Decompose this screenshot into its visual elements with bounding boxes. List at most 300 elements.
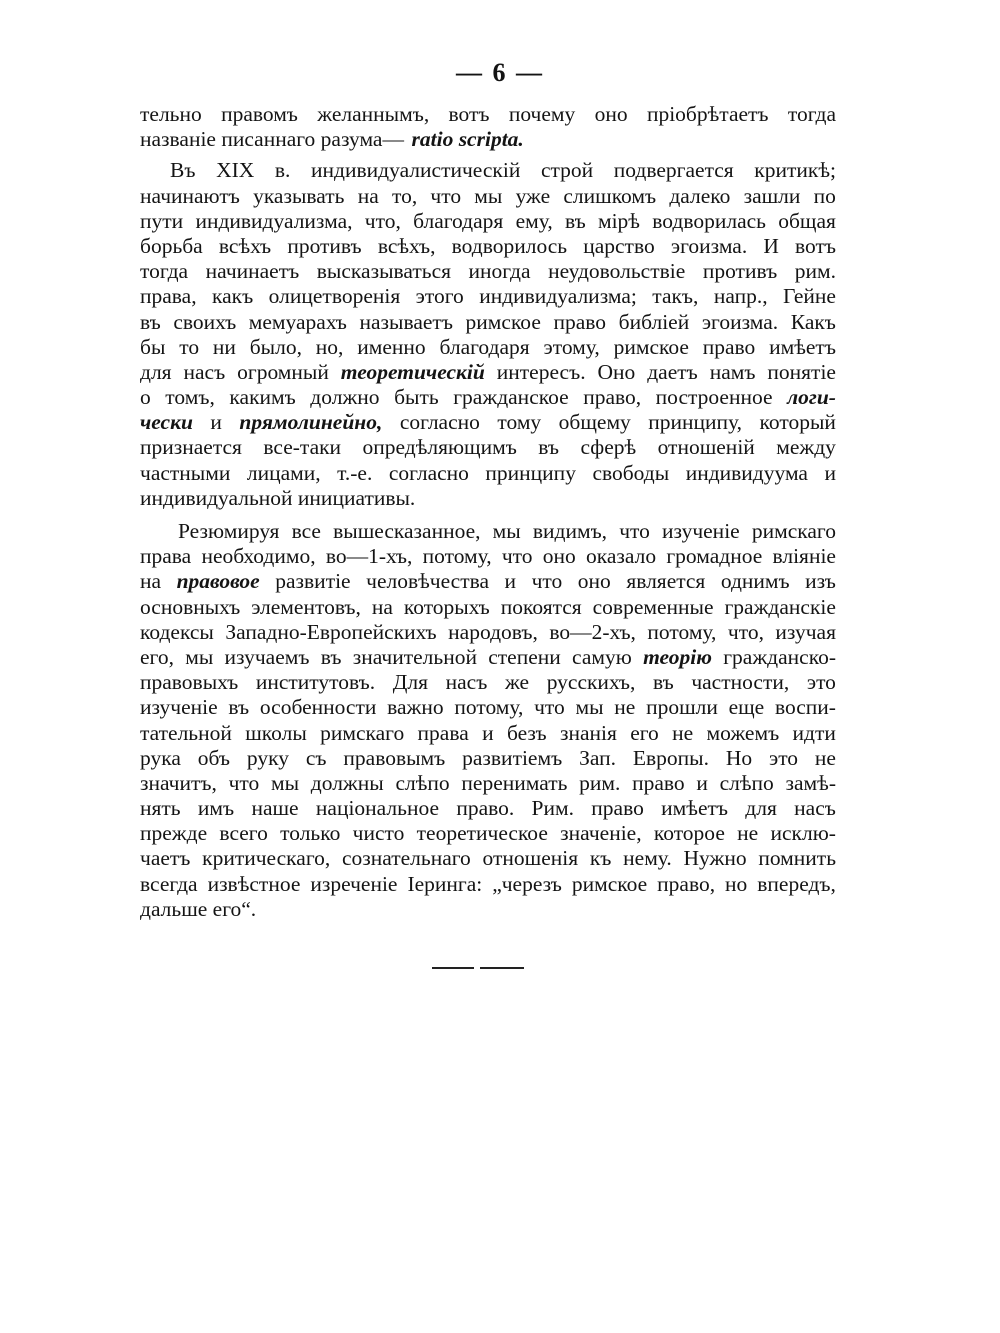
word: чисто <box>352 821 405 846</box>
word: начинаетъ <box>205 259 300 284</box>
word: по <box>813 183 836 208</box>
word: отношеній <box>657 435 755 460</box>
emphasized-word: правовое <box>176 569 260 594</box>
word: частности, <box>691 670 790 695</box>
word: вліяніе <box>772 544 836 569</box>
text-line <box>140 872 836 897</box>
word: къ <box>589 846 612 871</box>
word: лицами, <box>246 460 321 485</box>
word: отношенія <box>482 846 579 871</box>
word: и <box>482 720 494 745</box>
word: не <box>614 695 636 720</box>
word: институтовъ. <box>255 670 376 695</box>
word: въ <box>320 644 342 669</box>
word: правовымъ <box>343 745 446 770</box>
paragraph <box>140 158 836 511</box>
word: что, <box>364 208 401 233</box>
word: олицетворенія <box>268 284 401 309</box>
word: элементовъ, <box>251 594 361 619</box>
word: мы <box>271 770 300 795</box>
word: ни <box>212 334 236 359</box>
emphasized-word: логи- <box>787 385 836 410</box>
word: нять <box>140 796 181 821</box>
text-line <box>140 209 836 234</box>
word: однимъ <box>720 569 790 594</box>
text-line <box>140 595 836 620</box>
word: должны <box>310 770 384 795</box>
word: громадное <box>666 544 763 569</box>
word: Гейне <box>783 284 836 309</box>
text-line <box>140 127 836 152</box>
word: въ <box>228 695 250 720</box>
word: впередъ, <box>757 871 836 896</box>
text-line <box>140 385 836 410</box>
word: Для <box>392 670 429 695</box>
word: „черезъ <box>492 871 562 896</box>
text-line <box>140 461 836 486</box>
word: все <box>291 519 321 543</box>
word: согласно <box>388 460 469 485</box>
text-line <box>140 645 836 670</box>
word: общему <box>558 410 631 435</box>
word: какимъ <box>229 385 296 410</box>
text-line <box>140 846 836 871</box>
word: рука <box>140 745 181 770</box>
word: тогда <box>787 102 836 126</box>
emphasized-word: чески <box>140 410 193 435</box>
word: и <box>696 770 708 795</box>
word: бы <box>140 334 166 359</box>
word: слѣпо <box>395 770 450 795</box>
word: намъ <box>709 359 756 384</box>
word: право, <box>657 871 716 896</box>
word: является <box>626 569 706 594</box>
word: противъ <box>702 259 778 284</box>
word: этого <box>415 284 464 309</box>
word: Европы. <box>632 745 709 770</box>
text-line <box>140 670 836 695</box>
word: индивидуализма, <box>195 208 353 233</box>
word: это <box>806 670 836 695</box>
word: потому, <box>422 544 492 569</box>
word: вышесказанное, <box>333 519 481 543</box>
word: напр., <box>713 284 768 309</box>
word: римское <box>465 309 541 334</box>
word: права, <box>140 284 197 309</box>
word: это <box>768 745 799 770</box>
word: на <box>357 183 379 208</box>
paragraph <box>140 102 836 152</box>
word: все-таки <box>263 435 342 460</box>
word: Какъ <box>790 309 836 334</box>
word: Но <box>725 745 753 770</box>
word: водворилась <box>652 208 766 233</box>
word: школы <box>245 720 307 745</box>
word: не <box>672 720 694 745</box>
word: замѣ- <box>785 770 836 795</box>
word: нему. <box>623 846 672 871</box>
emphasized-word: теоретическій <box>340 359 485 384</box>
word: перенимать <box>461 770 568 795</box>
word: опредѣляющимъ <box>362 435 517 460</box>
word: борьба <box>140 233 203 258</box>
word: зашли <box>743 183 801 208</box>
text-line <box>140 310 836 335</box>
word: для <box>140 359 172 384</box>
word: мы <box>185 644 214 669</box>
word: и <box>210 410 222 435</box>
text-line <box>140 721 836 746</box>
word: эгоизма. <box>701 309 779 334</box>
word: насъ <box>445 670 488 695</box>
word: оно <box>594 102 628 126</box>
word: между <box>776 435 836 460</box>
word: своихъ <box>173 309 237 334</box>
word: общая <box>778 208 836 233</box>
word: кодексы <box>140 619 214 644</box>
word: мемуарахъ <box>248 309 347 334</box>
word: что <box>534 695 565 720</box>
word: в. <box>274 158 291 183</box>
word: его, <box>140 644 174 669</box>
word: неудовольствіе <box>548 259 686 284</box>
word: сферѣ <box>580 435 637 460</box>
word: гражданское <box>453 385 569 410</box>
word: видимъ, <box>532 519 608 543</box>
word: право, <box>583 385 642 410</box>
word: оно <box>542 544 576 569</box>
word: индивидуалистическій <box>311 158 521 183</box>
word: римское <box>571 871 648 896</box>
word: иногда <box>468 259 531 284</box>
text-line <box>140 771 836 796</box>
word: что <box>228 770 260 795</box>
word: гражданско- <box>723 644 836 669</box>
word: пріобрѣтаетъ <box>646 102 769 126</box>
text-line <box>140 410 836 435</box>
word: тательной <box>140 720 232 745</box>
word: право <box>553 309 607 334</box>
word: эгоизма. <box>670 233 748 258</box>
word: во—1-хъ, <box>325 544 413 569</box>
word: частными <box>140 460 231 485</box>
word: почему <box>508 102 576 126</box>
word: томъ, <box>165 385 215 410</box>
word: огромный <box>237 359 329 384</box>
word: именно <box>357 334 426 359</box>
section-end-rule <box>432 967 524 969</box>
word: этому, <box>543 334 600 359</box>
word: развитіемъ <box>462 745 563 770</box>
word: исклю- <box>770 821 836 846</box>
word: принципу <box>485 460 576 485</box>
text-line <box>140 234 836 259</box>
word: права <box>140 544 192 569</box>
text-line <box>140 102 836 127</box>
word: какъ <box>212 284 254 309</box>
text-line <box>140 259 836 284</box>
word: гражданскіе <box>724 594 836 619</box>
word: имъ <box>197 796 235 821</box>
word: Въ <box>170 158 196 183</box>
word: Зап. <box>579 745 616 770</box>
word: потому, <box>454 695 524 720</box>
word: то, <box>391 183 418 208</box>
word: о <box>140 385 151 410</box>
word: индивидуума <box>685 460 808 485</box>
word: мы <box>575 695 604 720</box>
word: вотъ <box>448 102 490 126</box>
word: съ <box>305 745 327 770</box>
text-line <box>140 569 836 594</box>
emphasized-word: прямолинейно, <box>239 410 383 435</box>
word: покоятся <box>500 594 582 619</box>
word: идти <box>792 720 836 745</box>
body-text <box>140 102 836 922</box>
text-line <box>140 335 836 360</box>
word: безъ <box>506 720 547 745</box>
text-line <box>140 620 836 645</box>
word: степени <box>488 644 561 669</box>
word: Іеринга: <box>407 871 483 896</box>
word: не <box>814 745 836 770</box>
word: теоретическое <box>416 821 548 846</box>
word: изучая <box>775 619 836 644</box>
word: въ <box>564 208 586 233</box>
word: же <box>504 670 530 695</box>
word: римскаго <box>320 720 405 745</box>
word: слишкомъ <box>563 183 657 208</box>
word: вотъ <box>795 233 836 258</box>
word: мы <box>474 183 503 208</box>
text-line <box>140 544 836 569</box>
word: можемъ <box>706 720 780 745</box>
word: не <box>737 821 759 846</box>
word: права <box>417 720 469 745</box>
word: и <box>504 569 517 594</box>
word: объ <box>197 745 231 770</box>
word: что <box>501 544 533 569</box>
word: всѣхъ <box>218 233 272 258</box>
text-line <box>140 435 836 460</box>
word: рим. <box>579 770 621 795</box>
text-line <box>140 897 836 922</box>
emphasized-word: ratio scripta. <box>411 127 524 152</box>
word: прежде <box>140 821 208 846</box>
word: еще <box>728 695 765 720</box>
word: изученіе <box>140 695 218 720</box>
word: т.-е. <box>337 460 373 485</box>
text-line <box>140 821 836 846</box>
word: извѣстное <box>207 871 301 896</box>
word: на <box>140 569 162 594</box>
word: что <box>619 519 650 543</box>
word: тельно <box>140 102 202 126</box>
word: Оно <box>597 359 636 384</box>
word: человѣчества <box>366 569 490 594</box>
word: народовъ, <box>448 619 538 644</box>
text-line <box>140 695 836 720</box>
word: чаетъ <box>140 846 191 871</box>
word: которыхъ <box>403 594 490 619</box>
word: противъ <box>287 233 362 258</box>
word: право <box>591 796 644 821</box>
word: прошли <box>646 695 718 720</box>
word: важно <box>387 695 444 720</box>
word: слѣпо <box>719 770 774 795</box>
word: правовыхъ <box>140 670 239 695</box>
word: критическаго, <box>202 846 331 871</box>
emphasized-word: теорію <box>643 644 712 669</box>
word: всѣхъ, <box>377 233 436 258</box>
word: изучаемъ <box>224 644 310 669</box>
word: оказало <box>586 544 657 569</box>
word: понятіе <box>767 359 836 384</box>
word: должно <box>310 385 380 410</box>
word: индивидуальной инициативы. <box>140 485 416 510</box>
word: благодаря <box>413 208 504 233</box>
word: Западно-Европейскихъ <box>225 619 437 644</box>
word: желаннымъ, <box>317 102 430 126</box>
word: право <box>702 334 756 359</box>
word: построенное <box>655 385 773 410</box>
word: рим. <box>794 259 836 284</box>
word: высказываться <box>316 259 452 284</box>
word: тогда <box>140 259 189 284</box>
word: уже <box>515 183 551 208</box>
word: насъ <box>794 796 836 821</box>
word: самую <box>572 644 632 669</box>
word: признается <box>140 435 242 460</box>
word: но, <box>315 334 344 359</box>
word: критикѣ; <box>754 158 836 183</box>
word: воспи- <box>774 695 836 720</box>
text-line <box>140 284 836 309</box>
word: далеко <box>669 183 731 208</box>
word: изъ <box>805 569 836 594</box>
word: мірѣ <box>597 208 640 233</box>
word: потому, <box>647 619 717 644</box>
word: знанія <box>559 720 617 745</box>
word: было, <box>249 334 302 359</box>
word: для <box>745 796 777 821</box>
word: русскихъ, <box>546 670 636 695</box>
word: только <box>280 821 341 846</box>
word: библіей <box>618 309 690 334</box>
word: но <box>725 871 748 896</box>
word: то <box>179 334 200 359</box>
word: Резюмируя <box>178 519 280 543</box>
word: насъ <box>183 359 226 384</box>
word: начинаютъ <box>140 183 240 208</box>
word: названіе писаннаго разума— <box>140 127 404 152</box>
page-number: — 6 — <box>456 58 544 87</box>
word: такъ, <box>652 284 699 309</box>
word: индивидуализма; <box>479 284 637 309</box>
word: современные <box>592 594 714 619</box>
word: даетъ <box>647 359 698 384</box>
word: во—2-хъ, <box>549 619 636 644</box>
word: въ <box>140 309 161 334</box>
word: руку <box>246 745 289 770</box>
word: правомъ <box>221 102 298 126</box>
text-line <box>140 746 836 771</box>
word: оно <box>577 569 611 594</box>
word: помнить <box>758 846 836 871</box>
word: быть <box>394 385 439 410</box>
word: римское <box>613 334 689 359</box>
word: дальше его“. <box>140 896 257 921</box>
text-line <box>140 360 836 385</box>
word: ему, <box>515 208 553 233</box>
word: изученіе <box>662 519 740 543</box>
word: Нужно <box>683 846 747 871</box>
word: пути <box>140 208 184 233</box>
word: называетъ <box>359 309 453 334</box>
word: основныхъ <box>140 594 241 619</box>
word: которое <box>653 821 725 846</box>
word: въ <box>538 435 560 460</box>
word: интересъ. <box>496 359 586 384</box>
word: что, <box>727 619 764 644</box>
word: необходимо, <box>201 544 316 569</box>
word: царство <box>583 233 655 258</box>
paragraph <box>140 519 836 922</box>
word: имѣетъ <box>769 334 836 359</box>
word: И <box>763 233 779 258</box>
word: благодаря <box>439 334 530 359</box>
word: значительной <box>352 644 477 669</box>
word: водворилось <box>451 233 568 258</box>
word: который <box>759 410 836 435</box>
word: Рим. <box>531 796 574 821</box>
word: свободы <box>592 460 670 485</box>
word: XIX <box>216 158 255 183</box>
word: имѣетъ <box>661 796 728 821</box>
word: строй <box>540 158 594 183</box>
text-line <box>140 486 836 511</box>
word: его <box>630 720 659 745</box>
word: согласно <box>399 410 480 435</box>
text-line <box>140 184 836 209</box>
word: всего <box>219 821 268 846</box>
word: и <box>824 460 836 485</box>
word: сознательнаго <box>341 846 471 871</box>
word: что <box>430 183 462 208</box>
word: наше <box>251 796 299 821</box>
word: значитъ, <box>140 770 217 795</box>
word: національное <box>315 796 440 821</box>
word: что <box>531 569 563 594</box>
word: принципу, <box>648 410 743 435</box>
word: значеніе, <box>560 821 642 846</box>
word: право. <box>456 796 515 821</box>
text-line <box>140 519 836 544</box>
word: всегда <box>140 871 198 896</box>
text-line <box>140 158 836 183</box>
word: развитіе <box>275 569 351 594</box>
word: указывать <box>253 183 345 208</box>
word: особенности <box>259 695 377 720</box>
word: въ <box>652 670 674 695</box>
word: изреченіе <box>310 871 398 896</box>
word: мы <box>492 519 521 543</box>
word: на <box>371 594 393 619</box>
text-line <box>140 796 836 821</box>
word: римскаго <box>751 519 836 543</box>
word: право <box>632 770 685 795</box>
word: подвергается <box>613 158 734 183</box>
